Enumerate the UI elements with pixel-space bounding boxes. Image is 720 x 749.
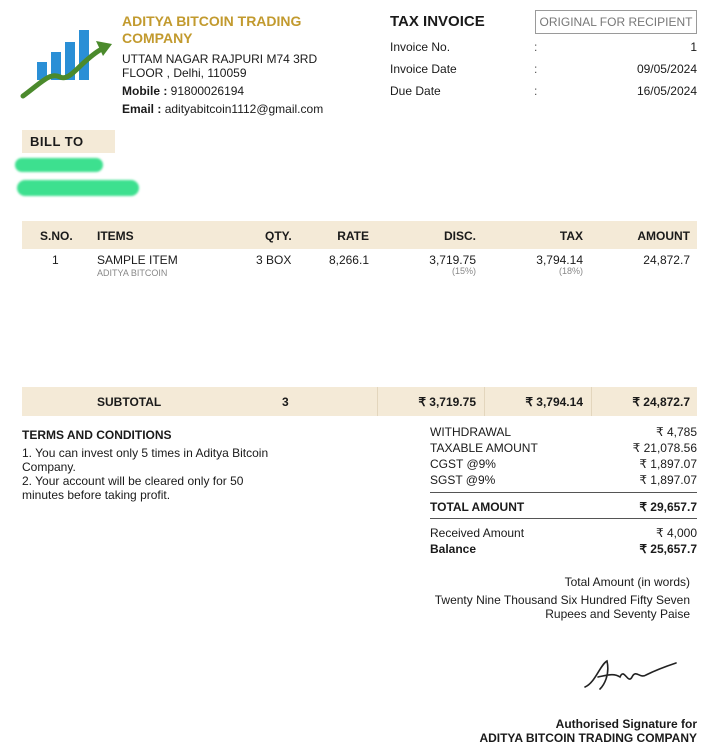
row-qty: 3 BOX [256,253,292,267]
mobile-value: 91800026194 [170,84,245,98]
row-tax: 3,794.14 [536,253,583,267]
bill-to-label: BILL TO [22,130,115,153]
due-date-label: Due Date [390,84,441,98]
cgst-value: ₹ 1,897.07 [639,457,697,471]
words-line-2: Rupees and Seventy Paise [545,607,690,621]
email-value: adityabitcoin1112@gmail.com [164,102,324,116]
col-sno: S.NO. [40,229,73,243]
original-badge: ORIGINAL FOR RECIPIENT [535,10,697,34]
sgst-label: SGST @9% [430,473,496,487]
withdrawal-value: ₹ 4,785 [656,425,697,439]
terms-line-1: 1. You can invest only 5 times in Aditya Bitcoin Company. [22,446,269,474]
signature-company: ADITYA BITCOIN TRADING COMPANY [479,731,697,745]
subtotal-disc: ₹ 3,719.75 [418,395,476,409]
mobile-label: Mobile : [122,84,168,98]
invoice-date-label: Invoice Date [390,62,457,76]
row-tax-pct: (18%) [558,266,583,276]
invoice-no-label: Invoice No. [390,40,451,54]
subtotal-amount: ₹ 24,872.7 [632,395,690,409]
total-top-rule [430,492,697,493]
due-date-colon: : [534,84,538,98]
row-disc: 3,719.75 [429,253,476,267]
email-label: Email : [122,102,162,116]
signature-label: Authorised Signature for [555,717,697,731]
row-rate: 8,266.1 [328,253,369,267]
invoice-no-value: 1 [690,40,697,54]
subtotal-qty: 3 [282,395,289,409]
company-address: UTTAM NAGAR RAJPURI M74 3RD FLOOR , Delhi, 110059 [122,52,318,80]
cgst-label: CGST @9% [430,457,496,471]
col-disc: DISC. [443,229,476,243]
total-label: TOTAL AMOUNT [430,500,525,514]
row-amount: 24,872.7 [643,253,690,267]
terms-title: TERMS AND CONDITIONS [22,428,172,442]
invoice-date-colon: : [534,62,538,76]
total-bottom-rule [430,518,697,519]
taxable-value: ₹ 21,078.56 [632,441,697,455]
company-logo-icon [20,22,118,100]
invoice-date-value: 09/05/2024 [636,62,697,76]
company-email [122,102,323,116]
company-mobile [122,84,244,98]
col-items: ITEMS [97,229,134,243]
words-line-1: Twenty Nine Thousand Six Hundred Fifty Seven [434,593,690,607]
balance-label: Balance [430,542,477,556]
subtotal-divider [377,387,378,416]
words-label: Total Amount (in words) [564,575,690,589]
col-rate: RATE [337,229,369,243]
redacted-address [17,180,139,196]
row-item: SAMPLE ITEM [97,253,178,267]
row-disc-pct: (15%) [451,266,476,276]
withdrawal-label: WITHDRAWAL [430,425,512,439]
row-item-sub: ADITYA BITCOIN [97,268,168,278]
invoice-title: TAX INVOICE [390,13,485,30]
col-tax: TAX [559,229,583,243]
row-sno: 1 [52,253,59,267]
subtotal-divider [591,387,592,416]
received-value: ₹ 4,000 [656,526,697,540]
redacted-name [15,158,103,172]
sgst-value: ₹ 1,897.07 [639,473,697,487]
balance-value: ₹ 25,657.7 [639,542,697,556]
col-amount: AMOUNT [637,229,690,243]
signature-scribble-icon [580,655,680,695]
subtotal-label: SUBTOTAL [97,395,162,409]
due-date-value: 16/05/2024 [636,84,697,98]
company-name: ADITYA BITCOIN TRADING COMPANY [122,13,302,46]
col-qty: QTY. [265,229,292,243]
subtotal-divider [484,387,485,416]
invoice-no-colon: : [534,40,538,54]
taxable-label: TAXABLE AMOUNT [430,441,538,455]
subtotal-tax: ₹ 3,794.14 [525,395,583,409]
terms-line-2: 2. Your account will be cleared only for 50 minutes before taking profit. [22,474,244,502]
received-label: Received Amount [430,526,525,540]
total-value: ₹ 29,657.7 [639,500,697,514]
